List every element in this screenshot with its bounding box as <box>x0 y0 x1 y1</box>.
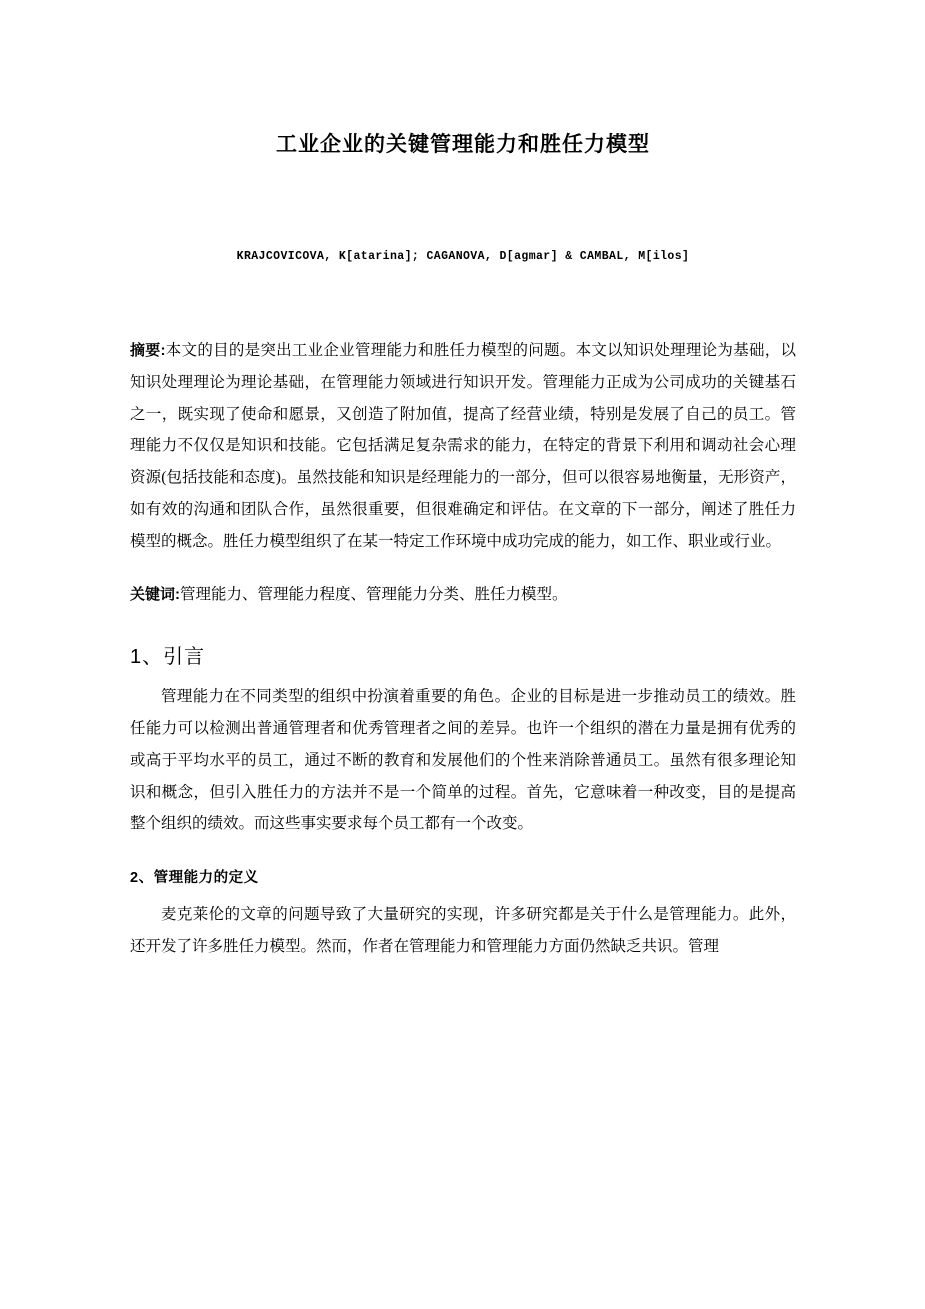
keywords-text: 管理能力、管理能力程度、管理能力分类、胜任力模型。 <box>180 586 568 604</box>
section-definition-of-managerial-competency <box>130 866 796 963</box>
section-heading: 2、管理能力的定义 <box>130 870 259 887</box>
section-introduction <box>130 640 796 840</box>
keywords-section <box>130 579 796 610</box>
author-list: KRAJCOVICOVA, K[atarina]; CAGANOVA, D[agmar] & CAMBAL, M[ilos] <box>236 250 690 263</box>
section-paragraph: 麦克莱伦的文章的问题导致了大量研究的实现，许多研究都是关于什么是管理能力。此外，还开发了许多胜任力模型。然而，作者在管理能力和管理能力方面仍然缺乏共识。管理 <box>130 906 796 955</box>
abstract-label: 摘要 <box>130 342 161 359</box>
abstract-separator: : <box>160 342 166 359</box>
page-title: 工业企业的关键管理能力和胜任力模型 <box>276 133 650 156</box>
section-paragraph: 管理能力在不同类型的组织中扮演着重要的角色。企业的目标是进一步推动员工的绩效。胜任能力可以检测出普通管理者和优秀管理者之间的差异。也许一个组织的潜在力量是拥有优秀的或高于平均水平的员工，通过不断的教育和发展他们的个性来消除普通员工。虽然有很多理论知识和概念，但引入胜任力的方法并不是一个简单的过程。首先，它意味着一种改变，目的是提高整个组织的绩效。而这些事实要求每个员工都有一个改变。 <box>130 688 796 833</box>
keywords-label: 关键词 <box>130 586 176 604</box>
abstract-section <box>130 335 796 557</box>
keywords-separator: : <box>175 586 181 604</box>
section-heading: 1、引言 <box>130 646 206 669</box>
page-content <box>130 0 796 963</box>
abstract-text: 本文的目的是突出工业企业管理能力和胜任力模型的问题。本文以知识处理理论为基础，以知识处理理论为理论基础，在管理能力领域进行知识开发。管理能力正成为公司成功的关键基石之一，既实现了使命和愿景，又创造了附加值，提高了经营业绩，特别是发展了自己的员工。管理能力不仅仅是知识和技能。它包括满足复杂需求的能力，在特定的背景下利用和调动社会心理资源(包括技能和态度)。虽然技能和知识是经理能力的一部分，但可以很容易地衡量，无形资产，如有效的沟通和团队合作，虽然很重要，但很难确定和评估。在文章的下一部分，阐述了胜任力模型的概念。胜任力模型组织了在某一特定工作环境中成功完成的能力，如工作、职业或行业。 <box>130 342 796 550</box>
